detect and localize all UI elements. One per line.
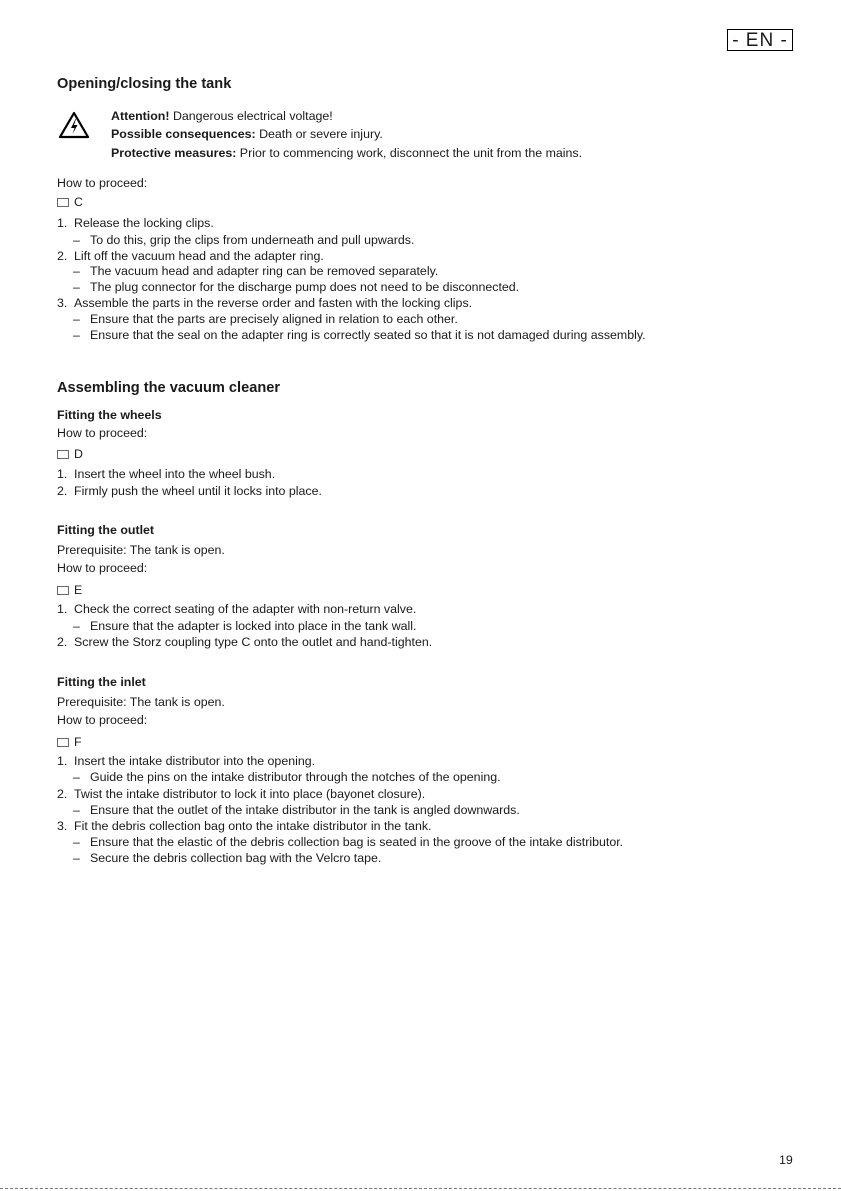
electrical-hazard-icon xyxy=(58,111,90,139)
bottom-divider xyxy=(0,1188,841,1190)
step-item: 3. Fit the debris collection bag onto the intake distributor in the tank. xyxy=(57,819,432,833)
step-item: 1. Insert the intake distributor into the opening. xyxy=(57,754,316,768)
figure-box-icon xyxy=(57,738,69,747)
prerequisite: Prerequisite: The tank is open. xyxy=(57,543,225,557)
section-heading-opening-closing: Opening/closing the tank xyxy=(57,76,232,92)
sub-step-item: – The vacuum head and adapter ring can be removed separately. xyxy=(73,264,439,278)
warning-consequences: Possible consequences: Death or severe injury. xyxy=(111,127,383,141)
page-number: 19 xyxy=(779,1153,793,1167)
sub-step-item: – Ensure that the elastic of the debris collection bag is seated in the groove of the intake distributor. xyxy=(73,835,624,849)
subheading-outlet: Fitting the outlet xyxy=(57,523,155,537)
how-to-proceed: How to proceed: xyxy=(57,713,148,727)
subheading-inlet: Fitting the inlet xyxy=(57,675,146,689)
step-item: 2. Firmly push the wheel until it locks into place. xyxy=(57,484,322,498)
language-badge: - EN - xyxy=(727,29,793,51)
sub-step-item: – Ensure that the outlet of the intake distributor in the tank is angled downwards. xyxy=(73,803,520,817)
subheading-wheels: Fitting the wheels xyxy=(57,408,162,422)
figure-box-icon xyxy=(57,450,69,459)
figure-box-icon xyxy=(57,198,69,207)
sub-step-item: – Secure the debris collection bag with the Velcro tape. xyxy=(73,851,382,865)
step-item: 1. Release the locking clips. xyxy=(57,216,214,230)
figure-ref-e: E xyxy=(57,584,82,596)
figure-box-icon xyxy=(57,586,69,595)
step-item: 2. Lift off the vacuum head and the adapter ring. xyxy=(57,249,324,263)
figure-ref-d: D xyxy=(57,448,83,460)
how-to-proceed: How to proceed: xyxy=(57,176,148,190)
figure-ref-f: F xyxy=(57,736,82,748)
how-to-proceed: How to proceed: xyxy=(57,561,148,575)
sub-step-item: – Ensure that the parts are precisely aligned in relation to each other. xyxy=(73,312,458,326)
step-item: 3. Assemble the parts in the reverse order and fasten with the locking clips. xyxy=(57,296,473,310)
sub-step-item: – The plug connector for the discharge pump does not need to be disconnected. xyxy=(73,280,520,294)
sub-step-item: – Ensure that the seal on the adapter ring is correctly seated so that it is not damaged during assembly. xyxy=(73,328,646,342)
sub-step-item: – Guide the pins on the intake distributor through the notches of the opening. xyxy=(73,770,501,784)
sub-step-item: – Ensure that the adapter is locked into place in the tank wall. xyxy=(73,619,417,633)
step-item: 2. Screw the Storz coupling type C onto the outlet and hand-tighten. xyxy=(57,635,433,649)
step-item: 2. Twist the intake distributor to lock it into place (bayonet closure). xyxy=(57,787,426,801)
figure-ref-c: C xyxy=(57,196,83,208)
sub-step-item: – To do this, grip the clips from underneath and pull upwards. xyxy=(73,233,415,247)
warning-measures: Protective measures: Prior to commencing work, disconnect the unit from the mains. xyxy=(111,146,583,160)
step-item: 1. Check the correct seating of the adapter with non-return valve. xyxy=(57,602,417,616)
warning-attention: Attention! Dangerous electrical voltage! xyxy=(111,109,333,123)
how-to-proceed: How to proceed: xyxy=(57,426,148,440)
section-heading-assembling: Assembling the vacuum cleaner xyxy=(57,380,281,396)
step-item: 1. Insert the wheel into the wheel bush. xyxy=(57,467,276,481)
prerequisite: Prerequisite: The tank is open. xyxy=(57,695,225,709)
